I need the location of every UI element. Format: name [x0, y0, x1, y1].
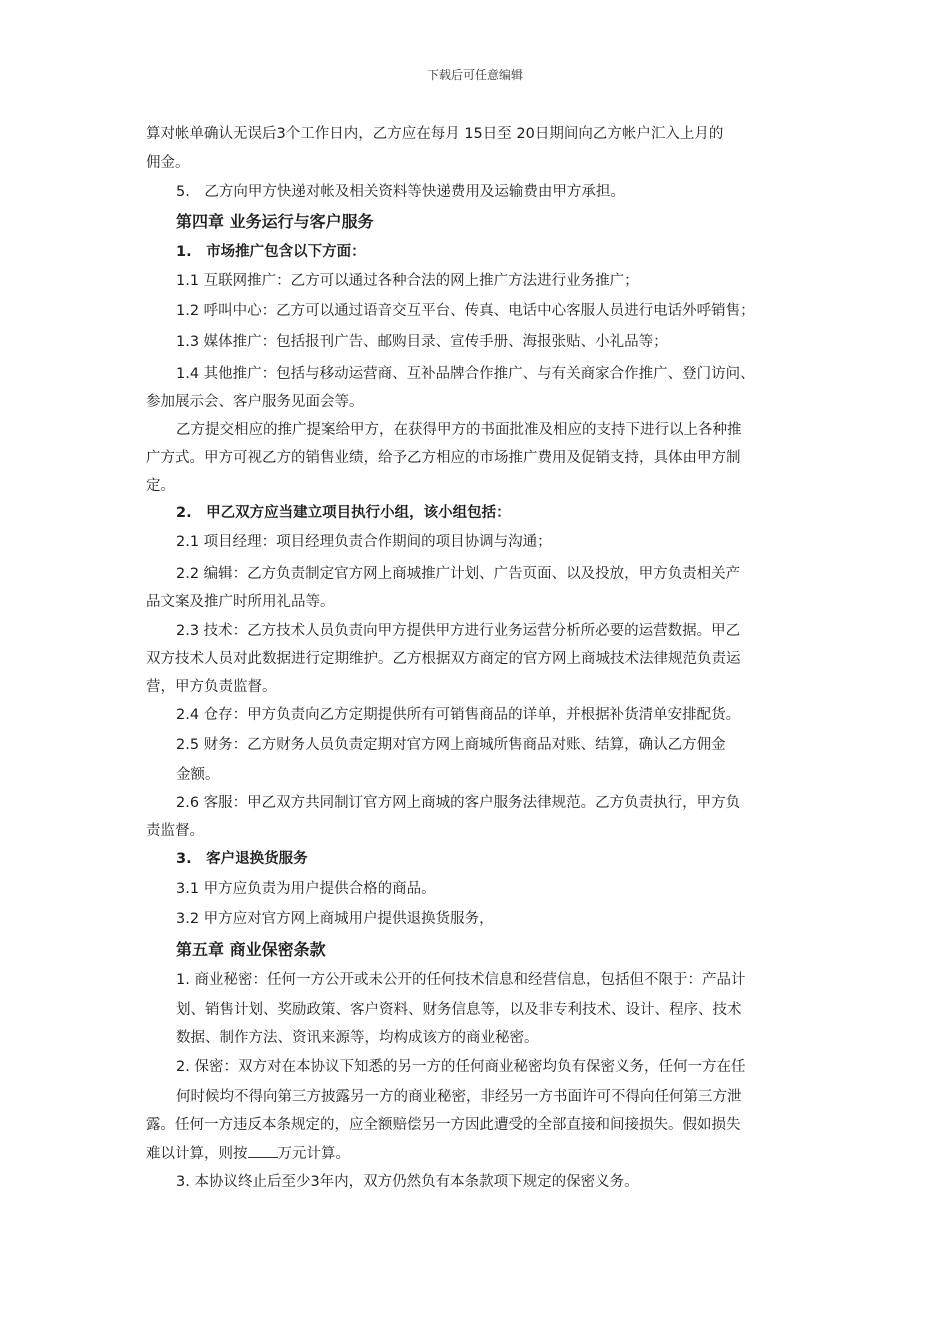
text-line: 责监督。	[146, 823, 204, 839]
text-line: 露。任何一方违反本条规定的，应全额赔偿另一方因此遭受的全部直接和间接损失。假如损失	[146, 1117, 741, 1133]
text-line: 划、销售计划、奖励政策、客户资料、财务信息等，以及非专利技术、设计、程序、技术	[176, 1002, 742, 1018]
text-line: 品文案及推广时所用礼品等。	[146, 594, 335, 610]
text-line: 2.3 技术：乙方技术人员负责向甲方提供甲方进行业务运营分析所必要的运营数据。甲乙	[176, 623, 741, 639]
text-line: 5. 乙方向甲方快递对帐及相关资料等快递费用及运输费由甲方承担。	[176, 184, 625, 200]
text-line: 1.3 媒体推广：包括报刊广告、邮购目录、宣传手册、海报张贴、小礼品等；	[176, 334, 668, 350]
text-line: 佣金。	[146, 155, 190, 171]
section-heading: 2. 甲乙双方应当建立项目执行小组，该小组包括：	[176, 505, 511, 521]
text-line: 乙方提交相应的推广提案给甲方，在获得甲方的书面批准及相应的支持下进行以上各种推	[176, 422, 742, 438]
text-line: 2.1 项目经理：项目经理负责合作期间的项目协调与沟通；	[176, 534, 552, 550]
blank-line-after: 万元计算。	[277, 1146, 350, 1162]
chapter-heading: 第五章 商业保密条款	[176, 940, 326, 959]
text-line: 2.2 编辑：乙方负责制定官方网上商城推广计划、广告页面、以及投放，甲方负责相关产	[176, 566, 741, 582]
text-line: 2. 保密：双方对在本协议下知悉的另一方的任何商业秘密均负有保密义务，任何一方在任	[176, 1059, 746, 1075]
text-line: 何时候均不得向第三方披露另一方的商业秘密，非经另一方书面许可不得向任何第三方泄	[176, 1089, 742, 1105]
text-line: 算对帐单确认无误后3个工作日内，乙方应在每月 15日至 20日期间向乙方帐户汇入上月的	[146, 126, 724, 142]
text-line: 3.1 甲方应负责为用户提供合格的商品。	[176, 881, 436, 897]
amount-blank-line	[146, 1143, 350, 1164]
text-line: 双方技术人员对此数据进行定期维护。乙方根据双方商定的官方网上商城技术法律规范负责运	[146, 651, 741, 667]
text-line: 参加展示会、客户服务见面会等。	[146, 394, 364, 410]
page-header: 下载后可任意编辑	[426, 68, 523, 82]
text-line: 1. 商业秘密：任何一方公开或未公开的任何技术信息和经营信息，包括但不限于：产品计	[176, 972, 746, 988]
text-line: 1.4 其他推广：包括与移动运营商、互补品牌合作推广、与有关商家合作推广、登门访问、	[176, 366, 755, 382]
text-line: 金额。	[176, 767, 220, 783]
text-line: 定。	[146, 478, 175, 494]
text-line: 2.4 仓存：甲方负责向乙方定期提供所有可销售商品的详单，并根据补货清单安排配货。	[176, 707, 741, 723]
text-line: 1.2 呼叫中心：乙方可以通过语音交互平台、传真、电话中心客服人员进行电话外呼销售；	[176, 303, 755, 319]
section-heading: 1. 市场推广包含以下方面：	[176, 244, 366, 260]
text-line: 2.5 财务：乙方财务人员负责定期对官方网上商城所售商品对账、结算，确认乙方佣金	[176, 737, 726, 753]
section-heading: 3. 客户退换货服务	[176, 851, 308, 867]
text-line: 广方式。甲方可视乙方的销售业绩，给予乙方相应的市场推广费用及促销支持，具体由甲方制	[146, 450, 741, 466]
chapter-heading: 第四章 业务运行与客户服务	[176, 212, 374, 231]
text-line: 1.1 互联网推广：乙方可以通过各种合法的网上推广方法进行业务推广；	[176, 273, 639, 289]
text-line: 2.6 客服：甲乙双方共同制订官方网上商城的客户服务法律规范。乙方负责执行，甲方负	[176, 795, 741, 811]
text-line: 3. 本协议终止后至少3年内，双方仍然负有本条款项下规定的保密义务。	[176, 1174, 639, 1190]
fill-in-blank[interactable]	[248, 1143, 278, 1158]
blank-line-before: 难以计算，则按	[146, 1146, 248, 1162]
text-line: 数据、制作方法、资讯来源等，均构成该方的商业秘密。	[176, 1030, 539, 1046]
text-line: 3.2 甲方应对官方网上商城用户提供退换货服务，	[176, 911, 494, 927]
text-line: 营，甲方负责监督。	[146, 679, 277, 695]
